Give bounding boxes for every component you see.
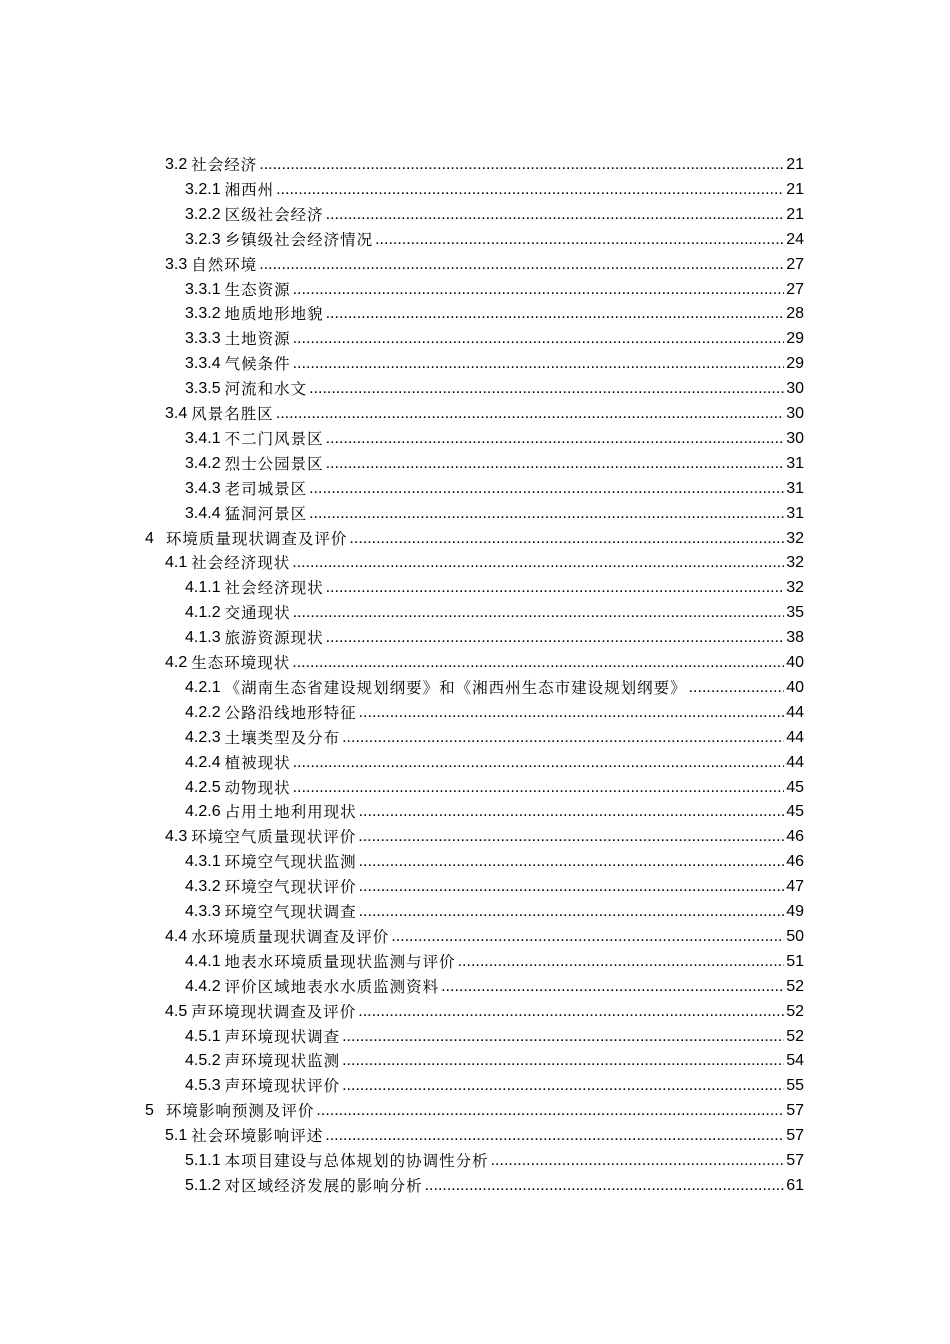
toc-entry[interactable] [145, 1096, 804, 1121]
toc-entry[interactable] [185, 1071, 804, 1096]
toc-entry-title: 不二门风景区 [224, 429, 324, 448]
toc-entry[interactable] [165, 922, 804, 947]
toc-entry-page-number: 21 [786, 156, 804, 173]
toc-entry-page-number: 57 [786, 1102, 804, 1120]
toc-entry[interactable] [165, 997, 804, 1022]
toc-entry-title: 声环境现状评价 [224, 1077, 341, 1096]
toc-entry-number: 4.3.1 [185, 853, 221, 871]
toc-entry-title: 社会经济现状 [224, 579, 324, 598]
toc-entry[interactable] [185, 872, 804, 897]
toc-entry-page-number: 30 [786, 405, 804, 422]
toc-entry-title: 风景名胜区 [191, 405, 274, 423]
toc-entry-page-number: 44 [786, 728, 804, 746]
toc-dot-leader [326, 454, 785, 474]
toc-entry[interactable] [185, 499, 804, 524]
toc-entry[interactable] [165, 648, 804, 673]
toc-entry-page-number: 51 [786, 952, 804, 970]
toc-entry-title: 区级社会经济 [224, 205, 324, 224]
toc-dot-leader [276, 404, 784, 424]
toc-entry-title: 生态环境现状 [191, 654, 291, 672]
toc-entry-title: 声环境现状调查 [224, 1027, 341, 1046]
toc-entry-number: 4.1.3 [185, 629, 221, 647]
toc-entry-page-number: 32 [786, 554, 804, 572]
toc-entry-number: 3.3.1 [185, 280, 221, 298]
toc-dot-leader [309, 479, 784, 499]
toc-entry[interactable] [165, 822, 804, 847]
toc-entry-page-number: 55 [786, 1077, 804, 1095]
toc-entry[interactable] [185, 374, 804, 399]
toc-entry-page-number: 29 [786, 355, 804, 373]
toc-dot-leader [342, 1076, 784, 1096]
toc-entry-title: 环境质量现状调查及评价 [165, 529, 348, 548]
toc-entry-number: 3.2 [165, 156, 188, 173]
toc-entry-page-number: 40 [786, 654, 804, 671]
toc-entry-title: 《湖南生态省建设规划纲要》和《湘西州生态市建设规划纲要》 [224, 678, 687, 697]
toc-entry[interactable] [185, 1022, 804, 1047]
toc-entry-title: 植被现状 [224, 753, 291, 772]
toc-dot-leader [292, 553, 784, 573]
toc-entry-page-number: 35 [786, 604, 804, 622]
toc-dot-leader [326, 429, 785, 449]
toc-entry[interactable] [185, 424, 804, 449]
toc-entry-number: 4.2.3 [185, 728, 221, 746]
toc-entry-title: 环境空气质量现状评价 [191, 828, 357, 847]
toc-entry-title: 评价区域地表水水质监测资料 [224, 977, 440, 996]
toc-entry-number: 4.4.2 [185, 977, 221, 995]
toc-entry-title: 气候条件 [224, 355, 291, 374]
toc-entry[interactable] [185, 1171, 804, 1196]
toc-dot-leader [342, 1051, 784, 1071]
toc-entry-number: 4.2.4 [185, 753, 221, 771]
toc-entry-title: 湘西州 [224, 180, 275, 199]
toc-entry-page-number: 47 [786, 878, 804, 896]
toc-entry-page-number: 32 [786, 529, 804, 547]
toc-entry-page-number: 57 [786, 1152, 804, 1169]
toc-dot-leader [425, 1176, 785, 1196]
toc-entry-title: 水环境质量现状调查及评价 [191, 927, 390, 946]
toc-entry[interactable] [185, 1046, 804, 1071]
toc-dot-leader [342, 728, 784, 748]
toc-entry[interactable] [185, 349, 804, 374]
toc-entry-page-number: 31 [786, 479, 804, 497]
toc-entry-title: 烈士公园景区 [224, 454, 324, 473]
toc-dot-leader [359, 802, 785, 822]
toc-entry-number: 4.1 [165, 554, 188, 572]
toc-entry[interactable] [185, 797, 804, 822]
toc-entry-page-number: 44 [786, 753, 804, 771]
toc-entry-title: 环境空气现状监测 [224, 853, 357, 872]
toc-entry-page-number: 30 [786, 380, 804, 398]
toc-entry-page-number: 30 [786, 429, 804, 447]
toc-dot-leader [293, 603, 785, 623]
toc-entry[interactable] [185, 474, 804, 499]
toc-entry-title: 交通现状 [224, 604, 291, 623]
toc-dot-leader [293, 329, 785, 349]
toc-entry-page-number: 50 [786, 927, 804, 945]
toc-dot-leader [349, 529, 784, 549]
toc-entry-page-number: 32 [786, 579, 804, 597]
toc-entry-number: 4 [145, 529, 154, 547]
toc-entry-page-number: 29 [786, 330, 804, 348]
toc-entry[interactable] [185, 947, 804, 972]
toc-entry[interactable] [145, 524, 804, 549]
toc-entry-title: 社会经济现状 [191, 554, 291, 573]
toc-entry-page-number: 52 [786, 1027, 804, 1045]
toc-entry[interactable] [165, 399, 804, 424]
toc-entry-number: 5.1.1 [185, 1152, 221, 1169]
toc-entry[interactable] [185, 573, 804, 598]
toc-entry-number: 3.2.2 [185, 205, 221, 223]
toc-entry-number: 3.4.3 [185, 479, 221, 497]
toc-entry-number: 4.4.1 [185, 952, 221, 970]
toc-entry-number: 4.2.2 [185, 703, 221, 721]
toc-entry-page-number: 44 [786, 703, 804, 721]
toc-entry-title: 环境影响预测及评价 [165, 1102, 315, 1121]
toc-entry-number: 3.2.3 [185, 230, 221, 248]
toc-dot-leader [316, 1101, 784, 1121]
toc-entry[interactable] [185, 623, 804, 648]
toc-entry[interactable] [185, 673, 804, 698]
toc-dot-leader [293, 778, 785, 798]
toc-entry[interactable] [185, 225, 804, 250]
toc-entry[interactable] [185, 1146, 804, 1171]
toc-entry-page-number: 54 [786, 1052, 804, 1070]
toc-entry[interactable] [165, 1121, 804, 1146]
toc-dot-leader [325, 1126, 784, 1146]
toc-dot-leader [293, 280, 785, 300]
toc-dot-leader [309, 504, 784, 524]
toc-entry[interactable] [185, 748, 804, 773]
toc-entry-page-number: 27 [786, 280, 804, 298]
toc-dot-leader [375, 230, 784, 250]
toc-entry-number: 4.5.1 [185, 1027, 221, 1045]
toc-entry-page-number: 21 [786, 205, 804, 223]
toc-entry-title: 声环境现状监测 [224, 1052, 341, 1071]
toc-dot-leader [491, 1151, 785, 1171]
toc-entry-number: 3.3.2 [185, 305, 221, 323]
toc-dot-leader [326, 205, 785, 225]
toc-entry-title: 生态资源 [224, 280, 291, 299]
toc-entry-page-number: 45 [786, 778, 804, 796]
toc-entry-page-number: 46 [786, 853, 804, 871]
toc-entry-title: 占用土地利用现状 [224, 803, 357, 822]
toc-entry[interactable] [185, 773, 804, 798]
toc-entry-number: 3.3.4 [185, 355, 221, 373]
toc-entry-title: 对区域经济发展的影响分析 [224, 1176, 423, 1195]
toc-entry-page-number: 61 [786, 1176, 804, 1194]
toc-entry[interactable] [185, 598, 804, 623]
toc-entry-page-number: 31 [786, 454, 804, 472]
toc-entry-page-number: 52 [786, 977, 804, 995]
toc-entry-number: 3.4.2 [185, 454, 221, 472]
toc-entry-number: 3.3 [165, 255, 188, 273]
toc-entry-title: 社会环境影响评述 [191, 1127, 324, 1146]
toc-entry-number: 3.4.4 [185, 504, 221, 522]
toc-entry-number: 4.5.3 [185, 1077, 221, 1095]
toc-entry-page-number: 57 [786, 1127, 804, 1145]
toc-entry-page-number: 38 [786, 629, 804, 647]
toc-entry-title: 河流和水文 [224, 380, 308, 399]
toc-dot-leader [441, 977, 784, 997]
toc-entry-number: 4.1.1 [185, 579, 221, 597]
toc-dot-leader [326, 628, 785, 648]
toc-entry[interactable] [185, 449, 804, 474]
toc-dot-leader [359, 852, 785, 872]
toc-dot-leader [458, 952, 785, 972]
toc-entry[interactable] [165, 250, 804, 275]
toc-dot-leader [293, 354, 785, 374]
toc-entry-number: 4.2.6 [185, 803, 221, 821]
toc-entry-page-number: 49 [786, 903, 804, 920]
toc-dot-leader [293, 753, 785, 773]
toc-entry[interactable] [185, 324, 804, 349]
toc-entry-number: 4.5 [165, 1002, 188, 1020]
toc-entry-title: 猛洞河景区 [224, 504, 308, 523]
toc-entry-title: 公路沿线地形特征 [224, 703, 357, 722]
toc-dot-leader [309, 379, 784, 399]
toc-dot-leader [359, 902, 785, 922]
toc-entry-title: 乡镇级社会经济情况 [224, 230, 374, 249]
toc-entry-title: 自然环境 [191, 255, 258, 274]
toc-entry-title: 动物现状 [224, 778, 291, 797]
toc-entry-number: 5.1 [165, 1127, 188, 1145]
toc-entry-title: 地质地形地貌 [224, 305, 324, 324]
toc-entry-page-number: 27 [786, 255, 804, 273]
toc-entry-number: 4.2 [165, 654, 188, 671]
toc-entry[interactable] [185, 175, 804, 200]
toc-entry-page-number: 52 [786, 1002, 804, 1020]
toc-entry-title: 环境空气现状调查 [224, 903, 357, 921]
toc-entry[interactable] [185, 200, 804, 225]
toc-entry-title: 老司城景区 [224, 479, 308, 498]
toc-dot-leader [689, 678, 785, 698]
toc-entry-title: 本项目建设与总体规划的协调性分析 [224, 1152, 489, 1170]
toc-entry[interactable] [165, 548, 804, 573]
toc-entry-page-number: 31 [786, 504, 804, 522]
toc-dot-leader [292, 653, 784, 673]
toc-entry-page-number: 46 [786, 828, 804, 846]
toc-dot-leader [342, 1027, 784, 1047]
toc-entry[interactable] [185, 698, 804, 723]
toc-entry-number: 4.2.5 [185, 778, 221, 796]
toc-entry-number: 3.3.5 [185, 380, 221, 398]
toc-entry[interactable] [185, 972, 804, 997]
toc-entry-title: 声环境现状调查及评价 [191, 1002, 357, 1021]
toc-entry-title: 地表水环境质量现状监测与评价 [224, 952, 456, 971]
toc-entry-number: 3.4.1 [185, 429, 221, 447]
toc-dot-leader [276, 180, 784, 200]
toc-entry-number: 4.3.3 [185, 903, 221, 920]
toc-entry-number: 4.3.2 [185, 878, 221, 896]
toc-dot-leader [326, 304, 785, 324]
toc-entry[interactable] [185, 897, 804, 922]
toc-dot-leader [259, 255, 784, 275]
toc-dot-leader [359, 877, 785, 897]
toc-entry-title: 社会经济 [191, 156, 258, 174]
toc-dot-leader [259, 155, 784, 175]
toc-entry-title: 环境空气现状评价 [224, 878, 357, 897]
toc-entry[interactable] [165, 150, 804, 175]
toc-dot-leader [358, 1002, 784, 1022]
toc-entry-number: 4.1.2 [185, 604, 221, 622]
toc-entry-number: 5 [145, 1102, 154, 1120]
toc-entry-title: 土壤类型及分布 [224, 728, 341, 747]
toc-entry-number: 3.2.1 [185, 180, 221, 198]
toc-entry-number: 3.3.3 [185, 330, 221, 348]
toc-entry-number: 4.5.2 [185, 1052, 221, 1070]
toc-entry-number: 5.1.2 [185, 1176, 221, 1194]
toc-entry-title: 土地资源 [224, 330, 291, 349]
toc-dot-leader [358, 827, 784, 847]
toc-entry-number: 4.2.1 [185, 678, 221, 696]
toc-entry-number: 4.4 [165, 927, 188, 945]
toc-dot-leader [326, 578, 785, 598]
toc-entry-number: 3.4 [165, 405, 188, 422]
toc-entry-number: 4.3 [165, 828, 188, 846]
toc-entry[interactable] [185, 299, 804, 324]
toc-dot-leader [391, 927, 784, 947]
toc-entry-page-number: 24 [786, 230, 804, 248]
toc-dot-leader [359, 703, 785, 723]
toc-entry[interactable] [185, 847, 804, 872]
toc-entry-page-number: 28 [786, 305, 804, 323]
toc-entry[interactable] [185, 723, 804, 748]
toc-entry-title: 旅游资源现状 [224, 629, 324, 648]
toc-entry-page-number: 45 [786, 803, 804, 821]
toc-entry-page-number: 40 [786, 678, 804, 696]
toc-entry[interactable] [185, 275, 804, 300]
toc-entry-page-number: 21 [786, 180, 804, 198]
